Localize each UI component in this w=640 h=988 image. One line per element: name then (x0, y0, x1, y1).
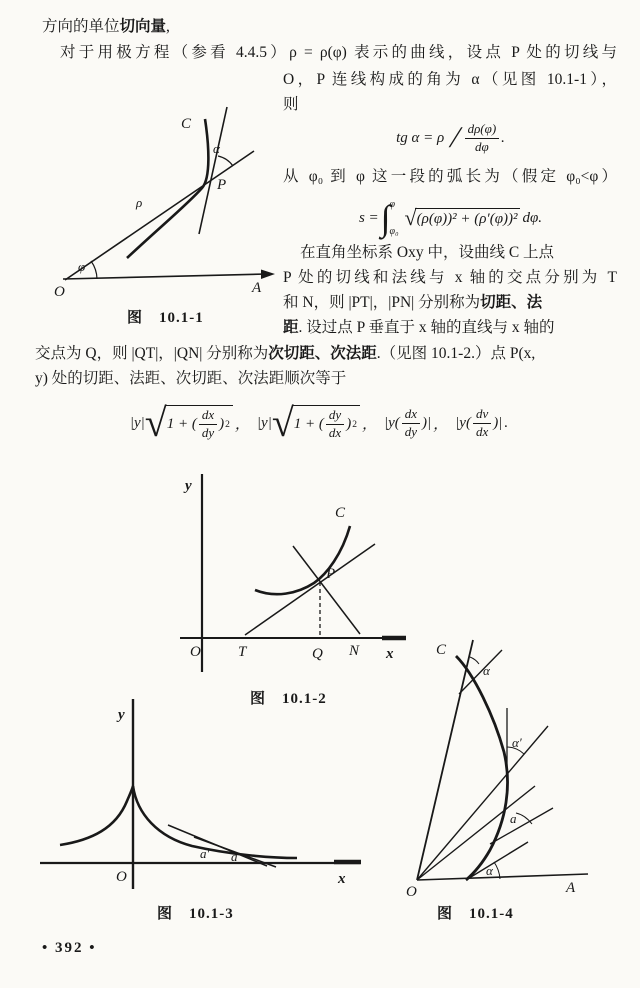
label-C: C (335, 505, 346, 521)
label-P: P (326, 566, 336, 582)
fraction-numerator: dx (199, 408, 217, 425)
label-O: O (406, 884, 417, 900)
fraction-denominator: dy (201, 425, 215, 440)
fraction-numerator: dy (326, 408, 344, 425)
formula-arc-lhs: s = (358, 209, 379, 226)
angle-arc-phi (91, 261, 97, 279)
label-a: a (231, 849, 238, 864)
separator: ， (433, 416, 449, 433)
text-line-1 (42, 17, 170, 37)
radicand (292, 405, 360, 441)
figure-10-1-2 (150, 462, 430, 684)
radical-sign: √ (144, 400, 167, 445)
text-line-4: 则 (283, 96, 299, 113)
radical (271, 400, 360, 445)
formula-subnormal (256, 400, 384, 445)
radicand-close: ) (346, 416, 352, 432)
radical-sign: √ (271, 400, 294, 445)
label-alpha: α (213, 141, 220, 156)
abs-open: |y( (455, 414, 471, 431)
curve-C (127, 119, 208, 258)
formula-arc-length (283, 195, 618, 241)
label-C: C (181, 116, 192, 132)
fullwidth-line-1 (35, 344, 535, 364)
angle-arc-top (470, 657, 479, 664)
integral-upper-limit: φ (389, 199, 396, 210)
curve-C (255, 526, 350, 594)
radical-sign: √ (404, 205, 417, 230)
label-x: x (338, 871, 346, 887)
label-a: a (510, 811, 517, 826)
fraction (199, 408, 217, 441)
formula-distances-row (35, 397, 610, 449)
para2-line-2: P 处的切线和法线与 x 轴的交点分别为 T (283, 269, 617, 286)
tangent-line (245, 544, 375, 635)
curve-left-branch (60, 786, 133, 845)
abs-close: )| (422, 414, 432, 431)
separator: ， (234, 416, 250, 433)
label-T: T (238, 644, 247, 660)
fraction-denominator: dx (475, 423, 489, 439)
radical (404, 205, 521, 230)
label-O: O (54, 284, 65, 300)
label-phi: φ (78, 259, 86, 274)
radius-line-rho (65, 151, 254, 280)
angle-arc-lower (516, 813, 532, 824)
text-line-3: O，P 连线构成的角为 α（见图 10.1-1）， (283, 71, 617, 88)
para2-line-3-pre: 和 N，则 |PT|，|PN| 分别称为 (283, 294, 481, 311)
fullwidth-line-1-pre: 交点为 Q，则 |QT|，|QN| 分别称为 (35, 345, 269, 362)
figure-10-1-1-caption: 图 10.1-1 (127, 310, 204, 326)
label-A: A (566, 880, 576, 896)
fraction-denominator: dy (404, 423, 418, 439)
figure-10-1-4 (390, 628, 638, 900)
arrowhead (261, 270, 275, 280)
para2-line-1: 在直角坐标系 Oxy 中，设曲线 C 上点 (300, 244, 555, 261)
radical (144, 400, 233, 445)
tangent-line (199, 107, 227, 234)
label-y: y (118, 707, 125, 723)
figure-10-1-3 (20, 695, 370, 895)
ray-3 (417, 786, 535, 880)
fraction-denominator: dφ (475, 138, 489, 154)
label-A: A (252, 280, 262, 296)
para2-line-4-bold: 距 (283, 319, 299, 336)
label-x: x (386, 646, 394, 662)
radicand-lead: 1 + ( (166, 416, 197, 432)
separator: ， (361, 416, 377, 433)
figure-10-1-2-caption: 图 10.1-2 (250, 691, 327, 707)
text-line-1-pre: 方向的单位 (42, 18, 120, 35)
formula-arc-end: dφ. (522, 209, 543, 226)
label-O: O (116, 869, 127, 885)
separator: . (504, 414, 509, 431)
formula-tg-end: . (501, 129, 505, 146)
curve-right-branch (133, 786, 297, 858)
fraction-numerator: dv (473, 407, 491, 424)
label-alpha-prime: α′ (512, 735, 522, 750)
radicand: (ρ(φ))² + (ρ′(φ))² (415, 208, 521, 228)
fraction-numerator: dρ(φ) (465, 122, 500, 139)
label-alpha-top: α (483, 663, 490, 678)
polar-axis (417, 874, 588, 880)
formula-tangent-angle (283, 115, 618, 161)
para2-line-3-bold: 切距、法 (480, 294, 543, 311)
label-N: N (349, 643, 360, 659)
tangent-bottom (466, 842, 528, 880)
radicand-lead: 1 + ( (293, 416, 324, 432)
fullwidth-line-2: y) 处的切距、法距、次切距、次法距顺次等于 (35, 370, 347, 387)
ray-1 (417, 640, 473, 880)
fullwidth-line-1-post: .（见图 10.1-2.）点 P(x, (376, 345, 536, 362)
integral-lower-limit: φ₀ (389, 226, 399, 237)
label-rho: ρ (136, 195, 143, 210)
para2-line-3 (283, 293, 542, 313)
fraction (465, 122, 500, 155)
label-Q: Q (312, 646, 323, 662)
formula-third (384, 407, 455, 440)
fullwidth-line-1-bold: 次切距、次法距 (268, 345, 377, 362)
label-O: O (190, 644, 201, 660)
para2-line-4-post: . 设过点 P 垂直于 x 轴的直线与 x 轴的 (298, 319, 555, 336)
angle-arc-alpha (218, 156, 233, 166)
para2-line-4 (283, 318, 555, 338)
exponent: 2 (225, 419, 230, 430)
label-y: y (185, 478, 192, 494)
formula-subtangent (129, 400, 257, 445)
fraction-numerator: dx (402, 407, 420, 424)
page-number: • 392 • (42, 940, 97, 956)
integral (381, 199, 403, 237)
label-C: C (436, 642, 447, 658)
abs-y: |y| (129, 414, 145, 431)
text-line-1-post: , (166, 18, 170, 35)
abs-close: )| (493, 414, 503, 431)
text-line-2: 对于用极方程（参看 4.4.5）ρ = ρ(φ) 表示的曲线，设点 P 处的切线与 (60, 44, 617, 61)
figure-10-1-4-caption: 图 10.1-4 (437, 906, 514, 922)
radicand-close: ) (219, 416, 225, 432)
fraction (326, 408, 344, 441)
polar-axis (63, 274, 266, 279)
formula-tg-lhs: tg α = ρ (396, 129, 445, 146)
label-a-prime: a′ (200, 846, 210, 861)
figure-10-1-3-caption: 图 10.1-3 (157, 906, 234, 922)
label-P: P (217, 177, 227, 193)
radicand (165, 405, 233, 441)
abs-open: |y( (383, 414, 400, 431)
integral-limits (390, 199, 399, 237)
fraction (473, 407, 491, 440)
fraction-denominator: dx (328, 425, 342, 440)
integral-sign: ∫ (380, 198, 391, 238)
figure-10-1-1 (30, 95, 280, 303)
ray-2 (417, 726, 548, 880)
fraction (402, 407, 420, 440)
text-line-1-bold: 切向量 (119, 18, 167, 35)
formula-fourth (455, 407, 515, 440)
exponent: 2 (352, 419, 357, 430)
abs-y: |y| (256, 414, 272, 431)
text-line-5: 从 φ₀ 到 φ 这一段的弧长为（假定 φ₀<φ） (283, 168, 617, 185)
divide-slash: / (449, 121, 462, 154)
label-alpha-bottom: α (486, 863, 493, 878)
